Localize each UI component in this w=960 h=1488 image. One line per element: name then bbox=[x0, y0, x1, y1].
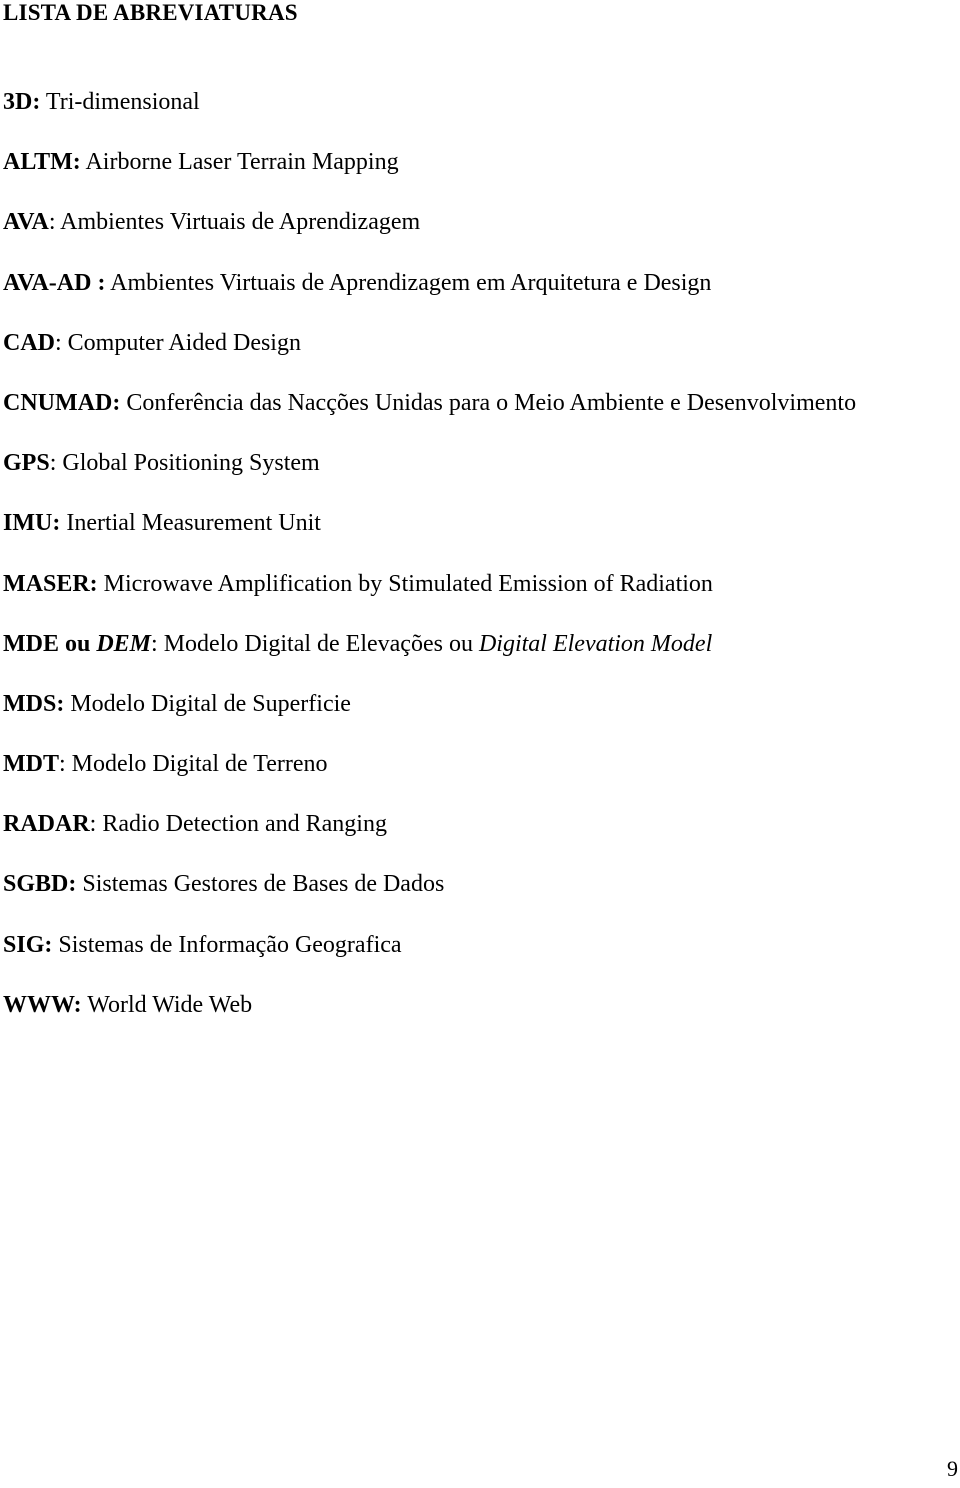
abbreviation-term: IMU: bbox=[3, 510, 61, 537]
abbreviation-entry-ava bbox=[3, 210, 856, 270]
abbreviation-list bbox=[3, 90, 856, 1053]
abbreviation-entry-mds bbox=[3, 692, 856, 752]
abbreviation-definition: Tri-dimensional bbox=[40, 89, 200, 115]
abbreviation-entry-cad bbox=[3, 331, 856, 391]
abbreviation-definition: Ambientes Virtuais de Aprendizagem em Arquitetura e Design bbox=[105, 269, 712, 296]
abbreviation-entry-imu bbox=[3, 511, 856, 571]
abbreviation-term: ALTM: bbox=[3, 149, 81, 176]
page-title: LISTA DE ABREVIATURAS bbox=[3, 0, 298, 25]
abbreviation-definition: : Radio Detection and Ranging bbox=[89, 811, 387, 838]
abbreviation-entry-sgbd bbox=[3, 872, 856, 932]
abbreviation-entry-sig bbox=[3, 933, 856, 993]
abbreviation-definition: Sistemas de Informação Geografica bbox=[52, 931, 402, 958]
abbreviation-definition: : Ambientes Virtuais de Aprendizagem bbox=[48, 209, 421, 236]
abbreviation-term: SGBD: bbox=[3, 871, 77, 898]
abbreviation-definition: : Global Positioning System bbox=[49, 450, 320, 477]
abbreviation-term: 3D: bbox=[3, 89, 41, 115]
abbreviation-definition: Airborne Laser Terrain Mapping bbox=[80, 149, 399, 176]
abbreviation-term: MDT bbox=[3, 751, 59, 778]
abbreviation-entry-3d bbox=[3, 90, 856, 150]
abbreviation-definition: : Modelo Digital de Elevações ou bbox=[151, 630, 479, 657]
abbreviation-entry-radar bbox=[3, 812, 856, 872]
abbreviation-entry-altm bbox=[3, 150, 856, 210]
abbreviation-term: SIG: bbox=[3, 931, 53, 958]
abbreviation-entry-cnumad bbox=[3, 391, 856, 451]
abbreviation-term: CNUMAD: bbox=[3, 389, 121, 416]
abbreviation-definition: Inertial Measurement Unit bbox=[60, 510, 321, 537]
abbreviation-definition: World Wide Web bbox=[81, 991, 253, 1018]
abbreviation-term: MDE ou bbox=[3, 630, 97, 657]
abbreviation-term: AVA bbox=[3, 209, 49, 236]
abbreviation-term-italic: DEM bbox=[96, 630, 152, 657]
page-number: 9 bbox=[947, 1456, 958, 1481]
abbreviation-entry-www bbox=[3, 993, 856, 1053]
abbreviation-definition: : Computer Aided Design bbox=[55, 329, 301, 356]
abbreviation-definition-italic: Digital Elevation Model bbox=[478, 630, 713, 657]
abbreviation-definition: Modelo Digital de Superficie bbox=[64, 690, 351, 717]
abbreviation-definition: Sistemas Gestores de Bases de Dados bbox=[76, 871, 445, 898]
abbreviation-term: RADAR bbox=[3, 811, 90, 838]
abbreviation-entry-mdt bbox=[3, 752, 856, 812]
abbreviation-entry-maser bbox=[3, 572, 856, 632]
abbreviation-term: WWW: bbox=[3, 991, 82, 1018]
abbreviation-entry-gps bbox=[3, 451, 856, 511]
abbreviation-term: GPS bbox=[3, 450, 50, 477]
abbreviation-entry-ava-ad bbox=[3, 271, 856, 331]
abbreviation-term: MDS: bbox=[3, 690, 65, 717]
abbreviation-definition: Microwave Amplification by Stimulated Emission of Radiation bbox=[97, 570, 713, 597]
abbreviation-term: MASER: bbox=[3, 570, 98, 597]
abbreviation-definition: Conferência das Nacções Unidas para o Meio Ambiente e Desenvolvimento bbox=[120, 389, 857, 416]
abbreviation-term: CAD bbox=[3, 329, 55, 356]
abbreviation-term: AVA-AD : bbox=[3, 269, 106, 296]
abbreviation-entry-mde bbox=[3, 632, 856, 692]
abbreviation-definition: : Modelo Digital de Terreno bbox=[59, 751, 328, 778]
